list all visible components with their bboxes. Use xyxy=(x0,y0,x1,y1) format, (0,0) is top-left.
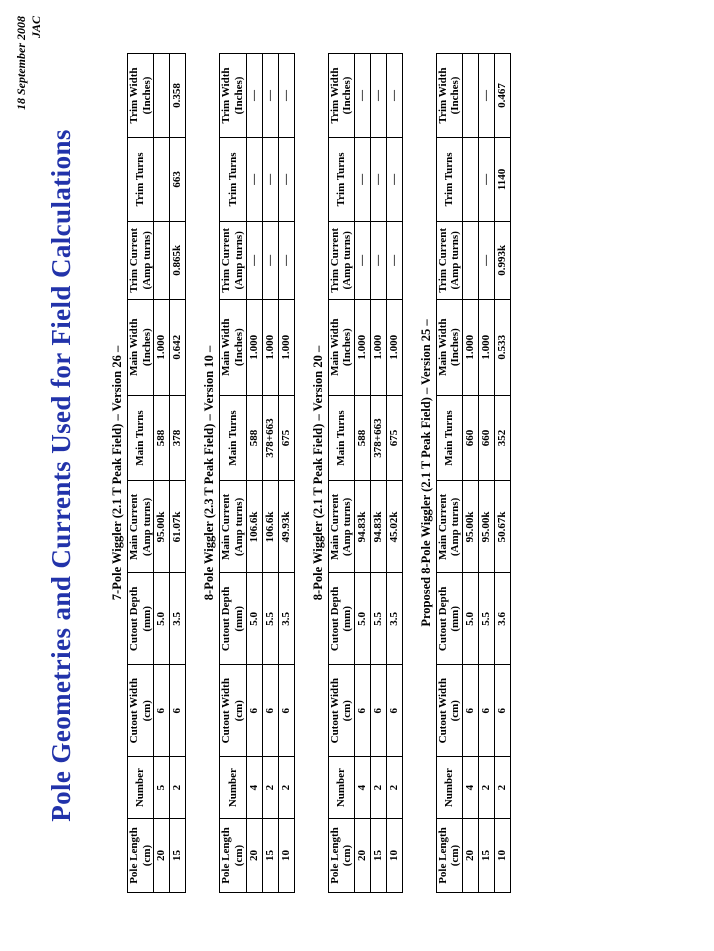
cell-trim-current: 0.865k xyxy=(170,221,186,299)
column-header-main-current xyxy=(436,481,462,573)
column-header-unit: (mm) xyxy=(140,606,153,632)
column-header-label: Cutout Depth xyxy=(220,586,233,652)
column-header-label: Main Width xyxy=(328,318,341,376)
cell-trim-width xyxy=(463,54,479,138)
column-header-unit: (Amp turns) xyxy=(341,497,354,557)
cell-main-width: 1.000 xyxy=(246,299,262,395)
column-header-label: Number xyxy=(443,768,456,808)
column-header-cutout-width xyxy=(128,665,154,757)
table-row xyxy=(370,54,386,893)
cell-number: 2 xyxy=(370,757,386,819)
cell-trim-current: — xyxy=(386,221,402,299)
cell-trim-turns: — xyxy=(354,137,370,221)
column-header-main-turns xyxy=(328,395,354,481)
column-header-main-width xyxy=(128,299,154,395)
column-header-unit: (Inches) xyxy=(449,328,462,367)
cell-pole-length: 15 xyxy=(262,819,278,893)
cell-main-turns: 675 xyxy=(386,395,402,481)
cell-main-current: 49.93k xyxy=(278,481,294,573)
column-header-label: Cutout Width xyxy=(220,678,233,744)
cell-main-current: 94.83k xyxy=(354,481,370,573)
column-header-label: Number xyxy=(134,768,147,808)
data-table xyxy=(328,53,403,893)
column-header-trim-width xyxy=(436,54,462,138)
data-table xyxy=(127,53,186,893)
cell-cutout-width: 6 xyxy=(463,665,479,757)
cell-main-turns: 660 xyxy=(463,395,479,481)
cell-trim-current: — xyxy=(246,221,262,299)
column-header-label: Trim Turns xyxy=(134,152,147,207)
table-caption: Proposed 8-Pole Wiggler (2.1 T Peak Field) – Version 25 – xyxy=(418,319,433,627)
cell-main-width: 1.000 xyxy=(386,299,402,395)
cell-cutout-depth: 5.5 xyxy=(262,573,278,665)
column-header-pole-length xyxy=(128,819,154,893)
table-caption: 7-Pole Wiggler (2.1 T Peak Field) – Version 26 – xyxy=(110,345,124,601)
cell-trim-current: — xyxy=(370,221,386,299)
column-header-unit: (cm) xyxy=(140,844,153,867)
column-header-unit: (Inches) xyxy=(140,76,153,115)
column-header-label: Main Turns xyxy=(226,410,239,466)
cell-number: 4 xyxy=(246,757,262,819)
column-header-unit: (Amp turns) xyxy=(449,497,462,557)
cell-main-width: 1.000 xyxy=(154,299,170,395)
cell-main-turns: 378+663 xyxy=(370,395,386,481)
column-header-main-current xyxy=(328,481,354,573)
table-header-row xyxy=(436,54,462,893)
cell-main-turns: 378+663 xyxy=(262,395,278,481)
column-header-trim-width xyxy=(328,54,354,138)
column-header-trim-turns xyxy=(328,137,354,221)
column-header-unit: (Inches) xyxy=(449,76,462,115)
cell-cutout-width: 6 xyxy=(262,665,278,757)
column-header-label: Pole Length xyxy=(436,827,449,884)
column-header-trim-turns xyxy=(128,137,154,221)
table-row xyxy=(479,54,495,893)
column-header-unit: (cm) xyxy=(449,700,462,722)
cell-cutout-width: 6 xyxy=(479,665,495,757)
column-header-unit: (mm) xyxy=(232,606,245,632)
cell-number: 2 xyxy=(479,757,495,819)
cell-trim-current xyxy=(154,221,170,299)
cell-cutout-width: 6 xyxy=(370,665,386,757)
column-header-unit: (Amp turns) xyxy=(140,497,153,557)
cell-trim-turns: — xyxy=(370,137,386,221)
column-header-label: Cutout Depth xyxy=(436,586,449,652)
column-header-unit: (cm) xyxy=(341,844,354,867)
cell-trim-width: 0.358 xyxy=(170,54,186,138)
tables-area xyxy=(110,53,527,893)
data-table xyxy=(219,53,294,893)
column-header-label: Main Width xyxy=(220,318,233,376)
table-row xyxy=(495,54,511,893)
cell-main-width: 1.000 xyxy=(479,299,495,395)
column-header-label: Cutout Width xyxy=(436,678,449,744)
column-header-trim-width xyxy=(128,54,154,138)
cell-main-width: 1.000 xyxy=(463,299,479,395)
column-header-unit: (cm) xyxy=(232,700,245,722)
column-header-trim-current xyxy=(328,221,354,299)
cell-cutout-width: 6 xyxy=(154,665,170,757)
cell-pole-length: 10 xyxy=(278,819,294,893)
cell-cutout-depth: 5.0 xyxy=(463,573,479,665)
column-header-label: Cutout Width xyxy=(328,678,341,744)
table-caption: 8-Pole Wiggler (2.1 T Peak Field) – Version 20 – xyxy=(310,345,325,601)
cell-trim-current: — xyxy=(262,221,278,299)
page-title: Pole Geometries and Currents Used for Field Calculations xyxy=(46,129,76,822)
column-header-unit: (cm) xyxy=(232,844,245,867)
cell-main-turns: 588 xyxy=(354,395,370,481)
column-header-label: Cutout Width xyxy=(128,678,140,744)
cell-number: 4 xyxy=(463,757,479,819)
cell-pole-length: 15 xyxy=(170,819,186,893)
column-header-main-current xyxy=(220,481,246,573)
column-header-pole-length xyxy=(436,819,462,893)
cell-trim-width: — xyxy=(278,54,294,138)
cell-trim-turns: — xyxy=(262,137,278,221)
column-header-trim-turns xyxy=(436,137,462,221)
table-header-row xyxy=(328,54,354,893)
column-header-label: Number xyxy=(334,768,347,808)
column-header-pole-length xyxy=(328,819,354,893)
column-header-main-turns xyxy=(436,395,462,481)
column-header-trim-current xyxy=(436,221,462,299)
cell-cutout-width: 6 xyxy=(278,665,294,757)
cell-cutout-depth: 5.0 xyxy=(246,573,262,665)
cell-main-turns: 352 xyxy=(495,395,511,481)
cell-number: 5 xyxy=(154,757,170,819)
cell-main-current: 95.00k xyxy=(463,481,479,573)
cell-cutout-width: 6 xyxy=(386,665,402,757)
cell-main-current: 94.83k xyxy=(370,481,386,573)
column-header-trim-turns xyxy=(220,137,246,221)
cell-main-width: 0.642 xyxy=(170,299,186,395)
column-header-cutout-depth xyxy=(128,573,154,665)
column-header-unit: (Amp turns) xyxy=(232,231,245,290)
cell-pole-length: 15 xyxy=(370,819,386,893)
column-header-label: Trim Width xyxy=(328,67,341,124)
column-header-label: Main Current xyxy=(220,493,233,560)
cell-number: 2 xyxy=(262,757,278,819)
column-header-label: Number xyxy=(226,768,239,808)
cell-trim-turns: 663 xyxy=(170,137,186,221)
column-header-unit: (cm) xyxy=(449,844,462,867)
cell-pole-length: 20 xyxy=(354,819,370,893)
data-table xyxy=(436,53,511,893)
cell-cutout-width: 6 xyxy=(246,665,262,757)
cell-main-turns: 588 xyxy=(246,395,262,481)
document-date-block xyxy=(14,16,44,110)
cell-pole-length: 20 xyxy=(463,819,479,893)
column-header-cutout-width xyxy=(328,665,354,757)
document-date: 18 September 2008 xyxy=(14,16,28,110)
cell-cutout-depth: 3.6 xyxy=(495,573,511,665)
cell-number: 4 xyxy=(354,757,370,819)
column-header-unit: (cm) xyxy=(341,700,354,722)
table-row xyxy=(154,54,170,893)
cell-trim-width: 0.467 xyxy=(495,54,511,138)
cell-trim-current xyxy=(463,221,479,299)
cell-main-turns: 378 xyxy=(170,395,186,481)
column-header-label: Trim Width xyxy=(128,67,140,124)
column-header-unit: (Amp turns) xyxy=(232,497,245,557)
cell-trim-turns xyxy=(154,137,170,221)
cell-number: 2 xyxy=(278,757,294,819)
column-header-label: Trim Current xyxy=(436,227,449,293)
cell-cutout-width: 6 xyxy=(354,665,370,757)
table-row xyxy=(354,54,370,893)
column-header-label: Trim Width xyxy=(220,67,233,124)
column-header-unit: (Amp turns) xyxy=(140,231,153,290)
cell-pole-length: 10 xyxy=(386,819,402,893)
column-header-number xyxy=(328,757,354,819)
column-header-label: Main Current xyxy=(328,493,341,560)
column-header-unit: (Amp turns) xyxy=(449,231,462,290)
column-header-main-width xyxy=(436,299,462,395)
cell-main-width: 1.000 xyxy=(370,299,386,395)
column-header-cutout-depth xyxy=(328,573,354,665)
column-header-number xyxy=(220,757,246,819)
cell-trim-current: — xyxy=(354,221,370,299)
column-header-label: Trim Turns xyxy=(334,152,347,207)
column-header-number xyxy=(436,757,462,819)
cell-main-current: 95.00k xyxy=(479,481,495,573)
column-header-label: Pole Length xyxy=(128,827,140,884)
cell-trim-turns: 1140 xyxy=(495,137,511,221)
cell-number: 2 xyxy=(170,757,186,819)
cell-main-turns: 588 xyxy=(154,395,170,481)
cell-cutout-width: 6 xyxy=(495,665,511,757)
table-row xyxy=(463,54,479,893)
cell-cutout-depth: 3.5 xyxy=(386,573,402,665)
cell-main-turns: 675 xyxy=(278,395,294,481)
cell-trim-width xyxy=(154,54,170,138)
cell-trim-turns: — xyxy=(278,137,294,221)
column-header-main-width xyxy=(220,299,246,395)
cell-cutout-depth: 5.5 xyxy=(370,573,386,665)
cell-cutout-width: 6 xyxy=(170,665,186,757)
table-header-row xyxy=(220,54,246,893)
table-row xyxy=(262,54,278,893)
document-initials: JAC xyxy=(29,16,43,39)
cell-main-width: 1.000 xyxy=(354,299,370,395)
table-row xyxy=(278,54,294,893)
column-header-unit: (Inches) xyxy=(341,328,354,367)
column-header-unit: (mm) xyxy=(449,606,462,632)
column-header-unit: (cm) xyxy=(140,700,153,722)
cell-trim-width: — xyxy=(386,54,402,138)
column-header-label: Trim Current xyxy=(220,227,233,293)
table-row xyxy=(246,54,262,893)
table-block xyxy=(419,53,511,893)
cell-main-width: 1.000 xyxy=(262,299,278,395)
cell-trim-current: — xyxy=(278,221,294,299)
column-header-cutout-width xyxy=(436,665,462,757)
column-header-label: Pole Length xyxy=(220,827,233,884)
column-header-pole-length xyxy=(220,819,246,893)
column-header-label: Cutout Depth xyxy=(128,586,140,652)
cell-trim-turns: — xyxy=(479,137,495,221)
cell-main-current: 45.02k xyxy=(386,481,402,573)
column-header-main-width xyxy=(328,299,354,395)
column-header-label: Main Turns xyxy=(443,410,456,466)
column-header-unit: (Inches) xyxy=(232,328,245,367)
cell-trim-width: — xyxy=(354,54,370,138)
cell-main-turns: 660 xyxy=(479,395,495,481)
column-header-label: Trim Width xyxy=(436,67,449,124)
cell-trim-turns: — xyxy=(386,137,402,221)
cell-trim-turns: — xyxy=(246,137,262,221)
cell-cutout-depth: 5.0 xyxy=(354,573,370,665)
cell-number: 2 xyxy=(495,757,511,819)
cell-trim-turns xyxy=(463,137,479,221)
column-header-label: Trim Turns xyxy=(226,152,239,207)
column-header-unit: (Inches) xyxy=(341,76,354,115)
column-header-unit: (Amp turns) xyxy=(341,231,354,290)
cell-trim-width: — xyxy=(246,54,262,138)
column-header-label: Main Current xyxy=(436,493,449,560)
cell-trim-width: — xyxy=(262,54,278,138)
cell-main-current: 106.6k xyxy=(246,481,262,573)
cell-main-current: 106.6k xyxy=(262,481,278,573)
column-header-label: Main Turns xyxy=(334,410,347,466)
column-header-label: Main Current xyxy=(128,493,140,560)
cell-trim-width: — xyxy=(370,54,386,138)
column-header-trim-width xyxy=(220,54,246,138)
cell-cutout-depth: 5.0 xyxy=(154,573,170,665)
column-header-cutout-width xyxy=(220,665,246,757)
column-header-main-current xyxy=(128,481,154,573)
cell-main-current: 50.67k xyxy=(495,481,511,573)
cell-pole-length: 20 xyxy=(154,819,170,893)
cell-pole-length: 20 xyxy=(246,819,262,893)
column-header-label: Main Turns xyxy=(134,410,147,466)
cell-number: 2 xyxy=(386,757,402,819)
column-header-cutout-depth xyxy=(436,573,462,665)
column-header-label: Trim Turns xyxy=(443,152,456,207)
cell-cutout-depth: 3.5 xyxy=(278,573,294,665)
cell-cutout-depth: 3.5 xyxy=(170,573,186,665)
column-header-main-turns xyxy=(128,395,154,481)
cell-main-width: 1.000 xyxy=(278,299,294,395)
column-header-unit: (Inches) xyxy=(232,76,245,115)
column-header-label: Trim Current xyxy=(128,227,140,293)
column-header-main-turns xyxy=(220,395,246,481)
table-caption: 8-Pole Wiggler (2.3 T Peak Field) – Version 10 – xyxy=(202,345,217,601)
column-header-label: Pole Length xyxy=(328,827,341,884)
cell-main-current: 95.00k xyxy=(154,481,170,573)
column-header-number xyxy=(128,757,154,819)
cell-pole-length: 15 xyxy=(479,819,495,893)
cell-cutout-depth: 5.5 xyxy=(479,573,495,665)
column-header-trim-current xyxy=(128,221,154,299)
cell-trim-current: — xyxy=(479,221,495,299)
column-header-unit: (Inches) xyxy=(140,328,153,367)
column-header-unit: (mm) xyxy=(341,606,354,632)
column-header-label: Main Width xyxy=(128,318,140,376)
column-header-label: Trim Current xyxy=(328,227,341,293)
column-header-label: Main Width xyxy=(436,318,449,376)
table-header-row xyxy=(128,54,154,893)
table-block xyxy=(311,53,403,893)
cell-main-current: 61.07k xyxy=(170,481,186,573)
column-header-cutout-depth xyxy=(220,573,246,665)
table-row xyxy=(170,54,186,893)
table-block xyxy=(110,53,186,893)
table-row xyxy=(386,54,402,893)
column-header-trim-current xyxy=(220,221,246,299)
cell-main-width: 0.533 xyxy=(495,299,511,395)
cell-pole-length: 10 xyxy=(495,819,511,893)
cell-trim-width: — xyxy=(479,54,495,138)
table-block xyxy=(202,53,294,893)
column-header-label: Cutout Depth xyxy=(328,586,341,652)
cell-trim-current: 0.993k xyxy=(495,221,511,299)
